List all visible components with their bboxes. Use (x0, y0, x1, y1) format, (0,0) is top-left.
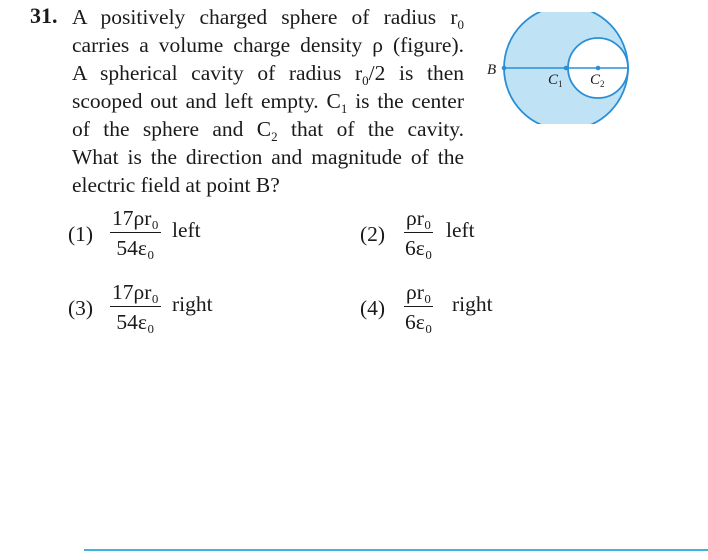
question-line-6: What is the direction and magnitude of the (72, 145, 464, 169)
point-c2-dot (596, 66, 601, 71)
question-number: 31. (30, 3, 58, 28)
label-b: B (487, 62, 497, 78)
option-1-direction: left (172, 218, 201, 242)
point-c1-dot (564, 66, 569, 71)
option-2-denominator: 6ε₀ (405, 236, 433, 260)
option-2-numerator: ρr₀ (404, 204, 433, 233)
footer-divider (84, 549, 708, 551)
question-line-7: electric field at point B? (72, 173, 280, 197)
question-line-1: A positively charged sphere of radius $r_0$ (72, 5, 464, 32)
question-line-3: A spherical cavity of radius $r_0/2$ is then (72, 61, 464, 88)
option-2-label: (2) (360, 222, 386, 246)
option-4-direction: right (452, 292, 493, 316)
question-line-4: scooped out and left empty. $C_1$ is the center (72, 89, 464, 116)
option-1-fraction (110, 204, 161, 263)
point-b-dot (502, 66, 507, 71)
option-1-label: (1) (68, 222, 94, 246)
option-3-direction: right (172, 292, 213, 316)
option-2-fraction (404, 204, 433, 263)
option-3-fraction (110, 278, 161, 337)
option-3-denominator: 54ε₀ (116, 310, 155, 334)
option-2-direction: left (446, 218, 475, 242)
question-line-5: of the sphere and $C_2$ that of the cavity. (72, 117, 464, 144)
label-c1: $C_1$ (548, 72, 563, 89)
option-3-label: (3) (68, 296, 94, 320)
sphere-cavity-figure (482, 12, 642, 124)
option-4-numerator: ρr₀ (404, 278, 433, 307)
label-c2: $C_2$ (590, 72, 605, 89)
option-1-denominator: 54ε₀ (116, 236, 155, 260)
option-4-fraction (404, 278, 433, 337)
option-4-denominator: 6ε₀ (405, 310, 433, 334)
question-line-2: carries a volume charge density ρ (figure). (72, 33, 464, 57)
option-3-numerator: 17ρr₀ (110, 278, 161, 307)
option-4-label: (4) (360, 296, 386, 320)
option-1-numerator: 17ρr₀ (110, 204, 161, 233)
